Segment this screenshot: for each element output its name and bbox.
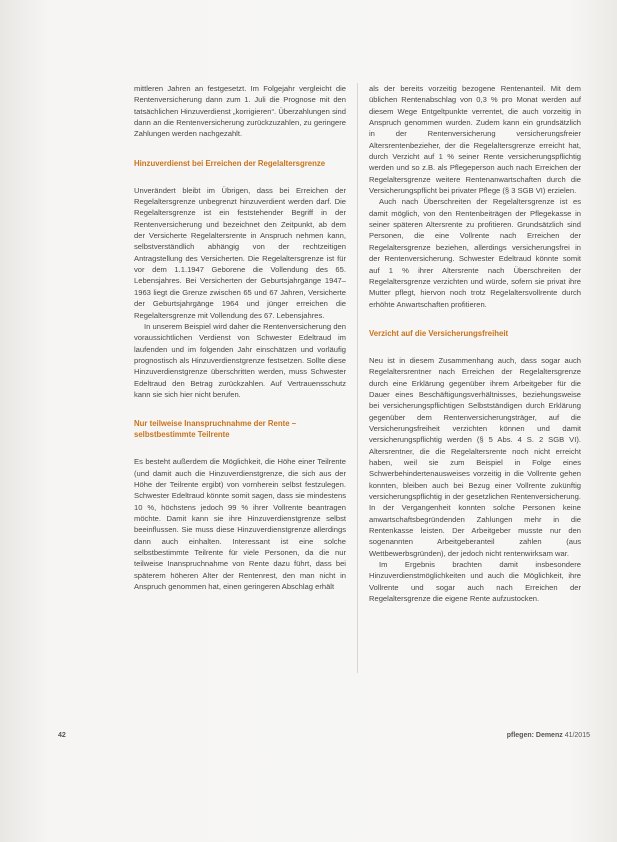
page-footer <box>0 732 617 746</box>
page-number: 42 <box>58 732 66 739</box>
left-heading-1-block <box>134 158 346 169</box>
right-heading-1-block <box>369 328 581 339</box>
left-paragraph-2: Unverändert bleibt im Übrigen, dass bei Erreichen der Regelaltersgrenze unbegrenzt hinzuverdient werden darf. Die Regelaltersgrenze ist ein feststehender Begriff in der Rentenversicherung und bezeichnet den Zeitpunkt, ab dem der Versicherte Regelaltersrente in Anspruch nehmen kann, selbstverständlich abhängig von der rechtzeitigen Antragstellung des Versicherten. Die Regelaltersgrenze ist für vor dem 1.1.1947 Geborene die Vollendung des 65. Lebensjahres. Bei Versicherten der Geburtsjahrgänge 1947–1963 liegt die Grenze zwischen 65 und 67 Jahren, Versicherte der Geburtsjahrgänge 1964 und jünger erreichen die Regelaltersgrenze mit Vollendung des 67. Lebensjahres. <box>134 185 346 320</box>
magazine-footer <box>507 732 590 739</box>
right-column <box>369 83 581 604</box>
section-heading-teilrente: Nur teilweise Inanspruchnahme der Rente – selbstbestimmte Teilrente <box>134 419 297 440</box>
issue-number: 41/2015 <box>564 732 590 739</box>
right-paragraph-3: Neu ist in diesem Zusammenhang auch, dass sogar auch Regelaltersrentner nach Erreichen der Regelaltersgrenze durch eine Erklärung gegenüber ihrem Arbeitgeber für die Dauer eines Beschäftigungsverhältnisses, beziehungsweise bei versicherungspflichtigen Selbstständigen durch Erklärung gegenüber dem Rentenversicherungsträger, auf die Versicherungsfreiheit verzichten können und damit versicherungspflichtig werden (§ 5 Abs. 4 S. 2 SGB VI). Altersrentner, die die Regelaltersrente noch nicht erreicht haben, weil sie zum Beispiel in Folge eines Schwerbehindertenausweises vorzeitig in die Vollrente gehen konnten, bleiben auch bei Bezug einer Vollrente zukünftig versicherungspflichtig in der gesetzlichen Rentenversicherung. In der Vergangenheit konnten solche Personen keine anwartschaftsbegründenden Zahlungen mehr in die Rentenkasse leisten. Der Arbeitgeber musste nur den sogenannten Arbeitgeberanteil zahlen (aus Wettbewerbsgründen), der jedoch nicht rentenwirksam war. <box>369 355 581 558</box>
right-paragraph-4: Im Ergebnis brachten damit insbesondere Hinzuverdienstmöglichkeiten und auch die Möglichkeit, ihre Vollrente und sogar auch nach Erreichen der Regelaltersgrenze die eigene Rente aufzustocken. <box>369 560 581 604</box>
left-paragraph-3: In unserem Beispiel wird daher die Rentenversicherung den voraussichtlichen Verdienst von Schwester Edeltraud im laufenden und im folgenden Jahr einschätzen und vorläufig prognostisch als Hinzuverdienstgrenze festsetzen. Sollte diese Hinzuverdienstgrenze überschritten werden, muss Schwester Edeltraud den Betrag zurückzahlen. Auf Vertrauensschutz kann sie sich hier nicht berufen. <box>134 321 346 399</box>
left-paragraph-4: Es besteht außerdem die Möglichkeit, die Höhe einer Teilrente (und damit auch die Hinzuverdienstgrenze, die sich aus der Höhe der Teilrente ergibt) von vornherein selbst festzulegen. Schwester Edeltraud könnte somit sagen, dass sie mindestens 10 %, höchstens jedoch 99 % ihrer Vollrente beantragen möchte. Damit kann sie ihre Hinzuverdienstgrenze selbst beeinflussen. Sie muss diese Hinzuverdienstgrenze allerdings dann auch einhalten. Interessant ist eine solche selbstbestimmte Teilrente für viele Personen, da die nur teilweise Inanspruchnahme von Rente dazu führt, dass bei späterem höheren Alter der Rentenrest, den man nicht in Anspruch genommen hat, einen geringeren Abschlag erhält <box>134 457 346 592</box>
left-heading-2-block <box>134 418 346 440</box>
right-paragraph-1: als der bereits vorzeitig bezogene Rentenanteil. Mit dem üblichen Rentenabschlag von 0,3 % pro Monat werden auf diesem Wege Entgeltpunkte verrentet, die auch vorzeitig in Anspruch genommen wurden. Zudem kann ein grundsätzlich in der Rentenversicherung versicherungsfreier Altersrentenbezieher, der die Regelaltersgrenze erreicht hat, durch Verzicht auf 1 % seiner Rente versicherungspflichtig werden und so z.B. als Pflegeperson auch nach Erreichen der Regelaltersgrenze weitere Rentenanwartschaften durch die Versicherungspflicht bei privater Pflege (§ 3 SGB VI) erzielen. <box>369 84 581 196</box>
column-divider <box>357 83 358 673</box>
right-paragraph-2: Auch nach Überschreiten der Regelaltersgrenze ist es damit möglich, von den Rentenbeiträgen der Pflegekasse in seiner späteren Altersrente zu profitieren. Grundsätzlich sind Personen, die eine Vollrente nach Erreichen der Regelaltersgrenze beziehen, allerdings versicherungsfrei in der Rentenversicherung. Schwester Edeltraud könnte somit auf 1 % ihrer Altersrente nach Überschreiten der Regelaltersgrenze verzichten und würde, sofern sie privat ihre Mutter pflegt, hiervon noch trotz Regelaltersvollrente durch erhöhte Anwartschaften profitieren. <box>369 197 581 309</box>
section-heading-versicherungsfreiheit: Verzicht auf die Versicherungsfreiheit <box>369 328 509 338</box>
magazine-name: pflegen: Demenz <box>506 732 563 739</box>
section-heading-hinzuverdienst: Hinzuverdienst bei Erreichen der Regelaltersgrenze <box>134 158 326 168</box>
left-column <box>134 83 346 592</box>
left-paragraph-1: mittleren Jahren an festgesetzt. Im Folgejahr vergleicht die Rentenversicherung dann zum 1. Juli die Prognose mit den tatsächlichen Hinzuverdienst „korrigieren“. Überzahlungen sind dann an die Rentenversicherung zurückzuzahlen, zu geringere Zahlungen werden nachgezahlt. <box>134 84 346 139</box>
